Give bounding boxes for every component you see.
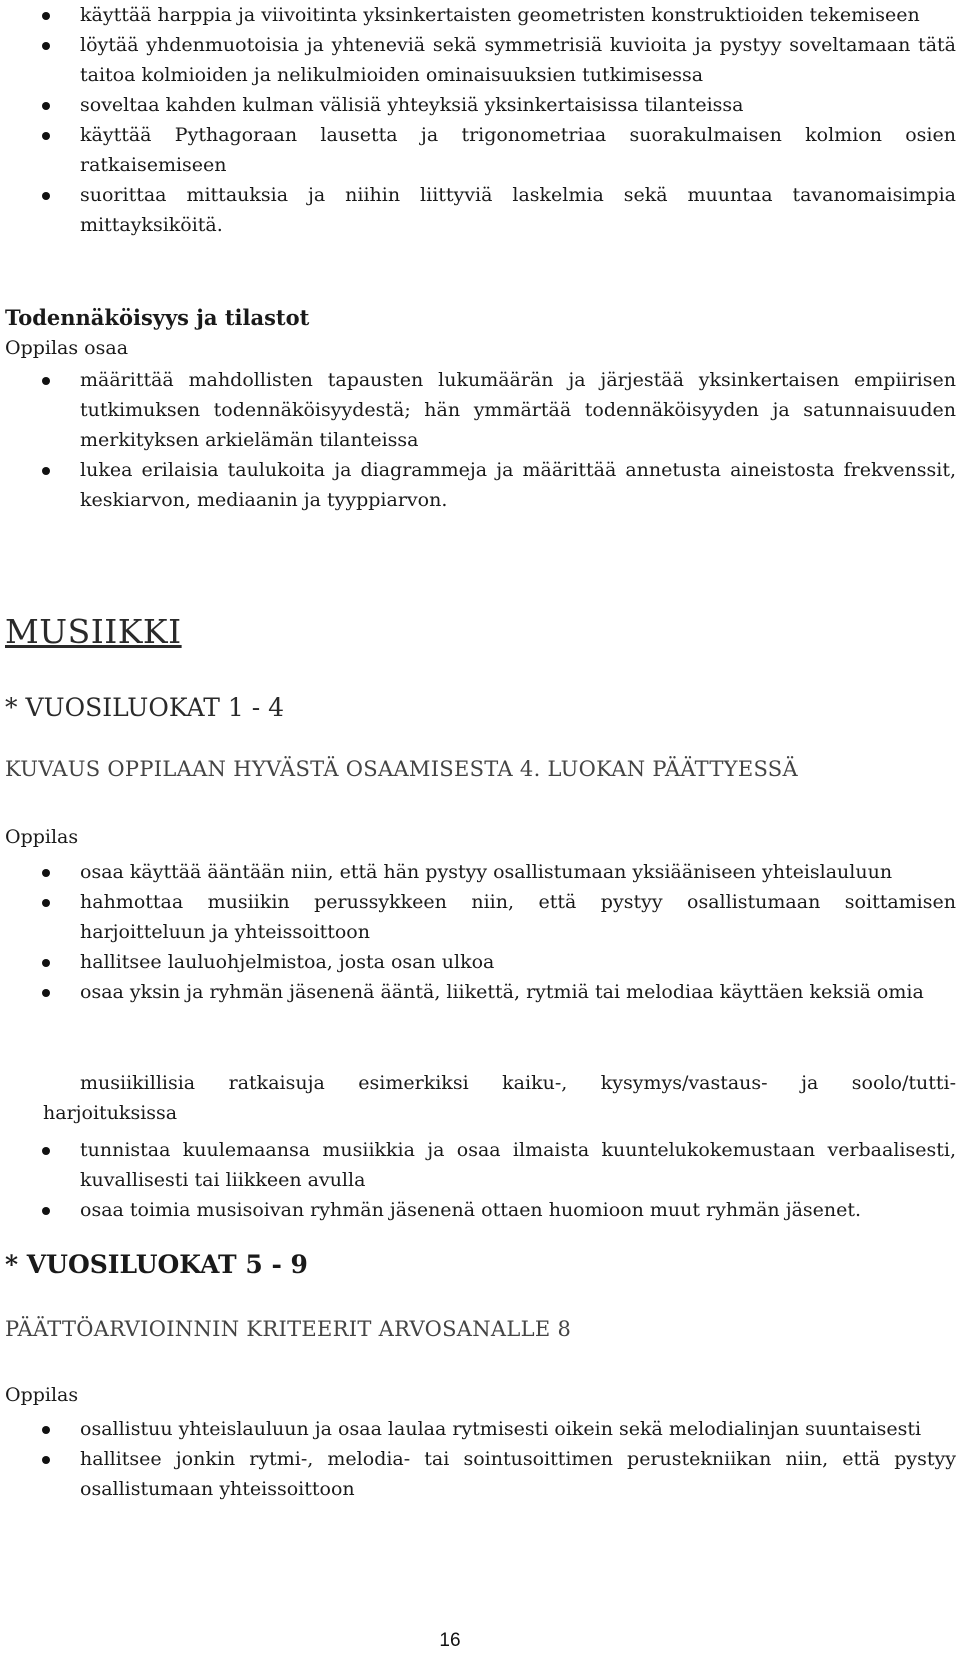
continuation-line: harjoituksissa: [43, 1102, 178, 1124]
music-1-4-list-a: [0, 857, 960, 1007]
probability-list: [0, 365, 960, 515]
list-item: osaa toimia musisoivan ryhmän jäsenenä ottaen huomioon muut ryhmän jäsenet.: [0, 1195, 960, 1225]
list-item: löytää yhdenmuotoisia ja yhteneviä sekä symmetrisiä kuvioita ja pystyy soveltamaan tätä taitoa kolmioiden ja nelikulmioiden ominaisuuksien tutkimisessa: [0, 30, 960, 90]
list-item: käyttää harppia ja viivoitinta yksinkertaisten geometristen konstruktioiden tekemiseen: [0, 0, 960, 30]
music-5-9-list: [0, 1414, 960, 1504]
list-item: osallistuu yhteislauluun ja osaa laulaa rytmisesti oikein sekä melodialinjan suuntaisesti: [0, 1414, 960, 1444]
list-item: hallitsee jonkin rytmi-, melodia- tai sointusoittimen perustekniikan niin, että pystyy osallistumaan yhteissoittoon: [0, 1444, 960, 1504]
intro-text: Oppilas osaa: [5, 337, 129, 359]
grade-heading-1-4: * VUOSILUOKAT 1 - 4: [5, 693, 284, 722]
list-item: tunnistaa kuulemaansa musiikkia ja osaa ilmaista kuuntelukokemustaan verbaalisesti, kuvallisesti tai liikkeen avulla: [0, 1135, 960, 1195]
section-heading-probability: Todennäköisyys ja tilastot: [5, 305, 310, 330]
intro-text: Oppilas: [5, 1384, 79, 1406]
grade-heading-5-9: * VUOSILUOKAT 5 - 9: [5, 1250, 308, 1279]
music-1-4-list-b: [0, 1135, 960, 1225]
list-item: hallitsee lauluohjelmistoa, josta osan ulkoa: [0, 947, 960, 977]
list-item: määrittää mahdollisten tapausten lukumäärän ja järjestää yksinkertaisen empiirisen tutkimuksen todennäköisyydestä; hän ymmärtää todennäköisyyden ja satunnaisuuden merkityksen arkielämän tilanteissa: [0, 365, 960, 455]
list-item: osaa yksin ja ryhmän jäsenenä ääntä, liikettä, rytmiä tai melodiaa käyttäen keksiä omia: [0, 977, 960, 1007]
continuation-line: musiikillisia ratkaisuja esimerkiksi kaiku-, kysymys/vastaus- ja soolo/tutti-: [80, 1072, 956, 1094]
list-item: lukea erilaisia taulukoita ja diagrammeja ja määrittää annetusta aineistosta frekvenssit, keskiarvon, mediaanin ja tyyppiarvon.: [0, 455, 960, 515]
intro-text: Oppilas: [5, 826, 79, 848]
music-title: MUSIIKKI: [5, 612, 182, 651]
subheading-1-4: KUVAUS OPPILAAN HYVÄSTÄ OSAAMISESTA 4. LUOKAN PÄÄTTYESSÄ: [5, 757, 798, 781]
list-item: soveltaa kahden kulman välisiä yhteyksiä yksinkertaisissa tilanteissa: [0, 90, 960, 120]
subheading-5-9: PÄÄTTÖARVIOINNIN KRITEERIT ARVOSANALLE 8: [5, 1317, 572, 1341]
list-item: suorittaa mittauksia ja niihin liittyviä laskelmia sekä muuntaa tavanomaisimpia mittayksiköitä.: [0, 180, 960, 240]
list-item: osaa käyttää ääntään niin, että hän pystyy osallistumaan yksiääniseen yhteislauluun: [0, 857, 960, 887]
geometry-list: [0, 0, 960, 240]
list-item: hahmottaa musiikin perussykkeen niin, että pystyy osallistumaan soittamisen harjoitteluun ja yhteissoittoon: [0, 887, 960, 947]
page-number: 16: [439, 1630, 461, 1651]
list-item: käyttää Pythagoraan lausetta ja trigonometriaa suorakulmaisen kolmion osien ratkaisemiseen: [0, 120, 960, 180]
